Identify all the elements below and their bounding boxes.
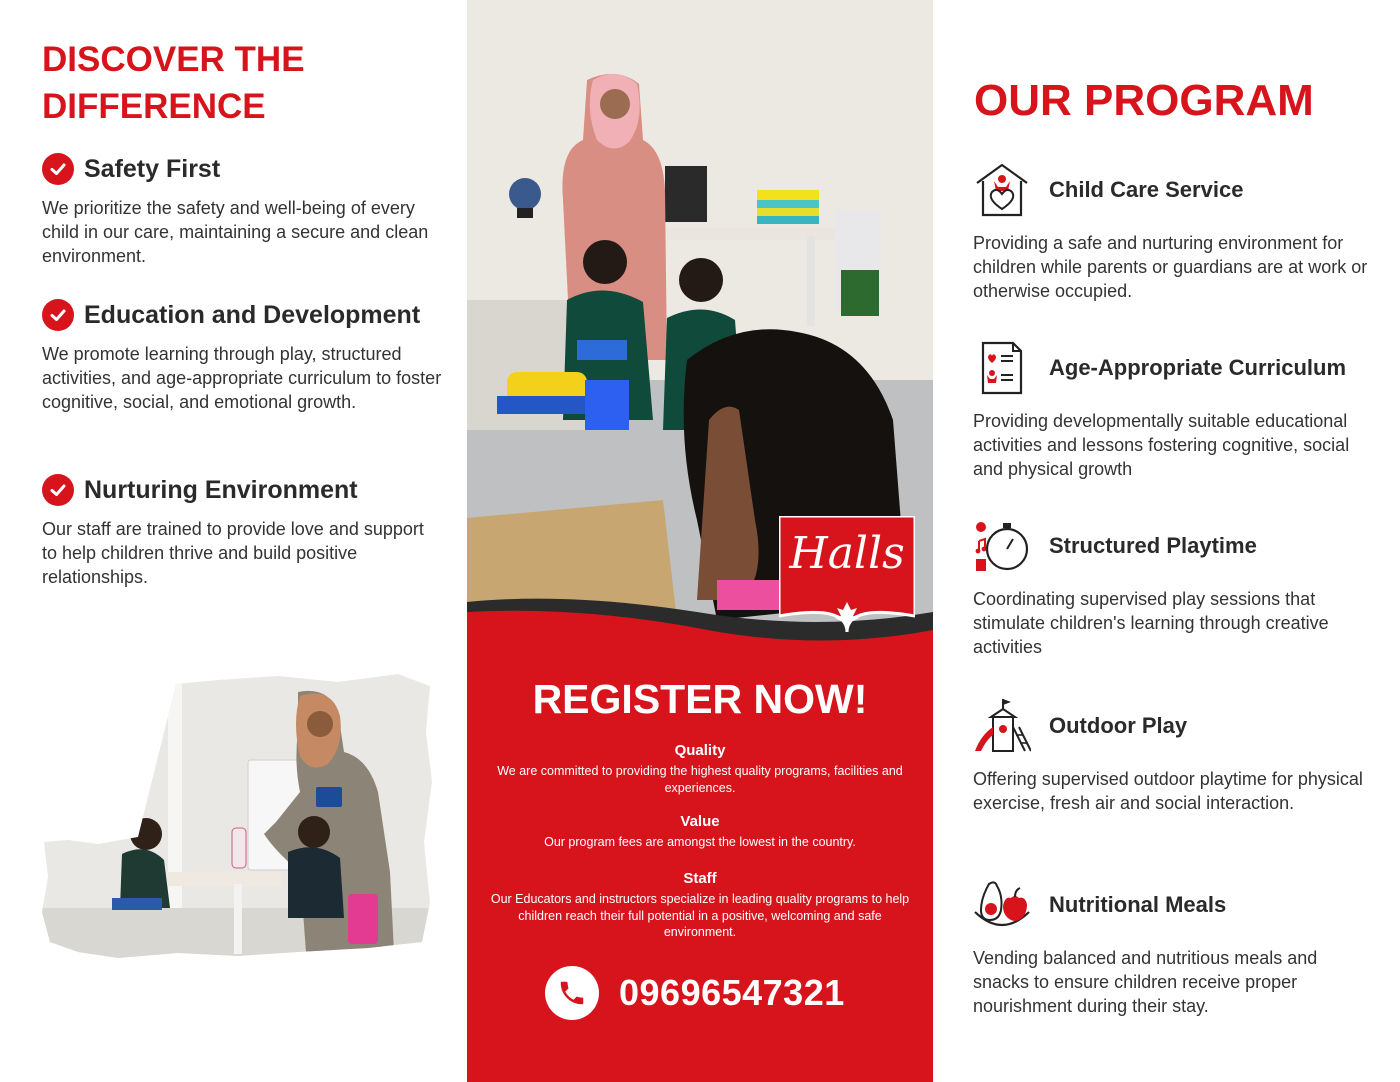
feature-title: Safety First <box>84 154 221 183</box>
checkmark-icon <box>42 153 74 185</box>
section-title: Staff <box>683 870 717 887</box>
program-text: Providing developmentally suitable educational activities and lessons fostering cognitive, social and physical growth <box>973 411 1350 479</box>
feature-text: Our staff are trained to provide love and support to help children thrive and build positive relationships. <box>42 519 424 587</box>
phone-icon <box>545 966 599 1020</box>
stopwatch-icon <box>973 517 1031 575</box>
feature-text: We prioritize the safety and well-being of every child in our care, maintaining a secure and clean environment. <box>42 198 429 266</box>
teacher-with-children-photo <box>38 672 432 960</box>
fruit-plate-icon <box>973 876 1031 934</box>
checkmark-icon <box>42 299 74 331</box>
program-text: Coordinating supervised play sessions that stimulate children's learning through creative activities <box>973 589 1329 657</box>
center-panel <box>467 0 933 1082</box>
feature-text: We promote learning through play, structured activities, and age-appropriate curriculum to foster cognitive, social, and emotional growth. <box>42 344 442 412</box>
phone-number[interactable]: 09696547321 <box>619 972 845 1013</box>
discover-heading: DISCOVER THE DIFFERENCE <box>42 40 305 126</box>
quality-section <box>485 742 915 796</box>
program-title: Outdoor Play <box>1049 713 1188 738</box>
program-title: Age-Appropriate Curriculum <box>1049 355 1347 380</box>
program-title: Child Care Service <box>1049 177 1244 202</box>
section-title: Value <box>680 813 720 830</box>
phone-contact[interactable] <box>545 966 845 1020</box>
left-panel <box>0 0 467 1082</box>
playground-slide-icon <box>973 697 1031 755</box>
program-text: Offering supervised outdoor playtime for physical exercise, fresh air and social interaction. <box>973 769 1363 813</box>
house-child-icon <box>973 161 1031 219</box>
curriculum-checklist-icon <box>973 339 1031 397</box>
program-title: Nutritional Meals <box>1049 892 1227 917</box>
program-title: Structured Playtime <box>1049 533 1257 558</box>
halls-logo-text: Halls <box>789 528 905 579</box>
program-meals <box>973 876 1373 1018</box>
feature-safety <box>42 151 442 268</box>
program-outdoor <box>973 697 1373 815</box>
program-curriculum <box>973 339 1373 481</box>
staff-section <box>485 870 915 941</box>
right-panel <box>933 0 1400 1082</box>
program-playtime <box>973 517 1373 659</box>
program-text: Providing a safe and nurturing environment for children while parents or guardians are at work or otherwise occupied. <box>973 233 1368 301</box>
feature-title: Nurturing Environment <box>84 475 358 504</box>
feature-education <box>42 297 442 414</box>
feature-title: Education and Development <box>84 300 421 329</box>
register-now-heading: REGISTER NOW! <box>532 676 868 722</box>
section-title: Quality <box>674 742 726 759</box>
section-text: We are committed to providing the highest quality programs, facilities and experiences. <box>497 764 903 795</box>
feature-nurturing <box>42 472 442 589</box>
checkmark-icon <box>42 474 74 506</box>
program-text: Vending balanced and nutritious meals and snacks to ensure children receive proper nourishment during their stay. <box>973 948 1318 1016</box>
section-text: Our program fees are amongst the lowest in the country. <box>544 835 856 849</box>
our-program-heading: OUR PROGRAM <box>974 76 1314 125</box>
section-text: Our Educators and instructors specialize in leading quality programs to help children reach their full potential in a positive, welcoming and safe environment. <box>490 892 910 939</box>
program-child-care <box>973 161 1373 303</box>
value-section <box>485 813 915 851</box>
